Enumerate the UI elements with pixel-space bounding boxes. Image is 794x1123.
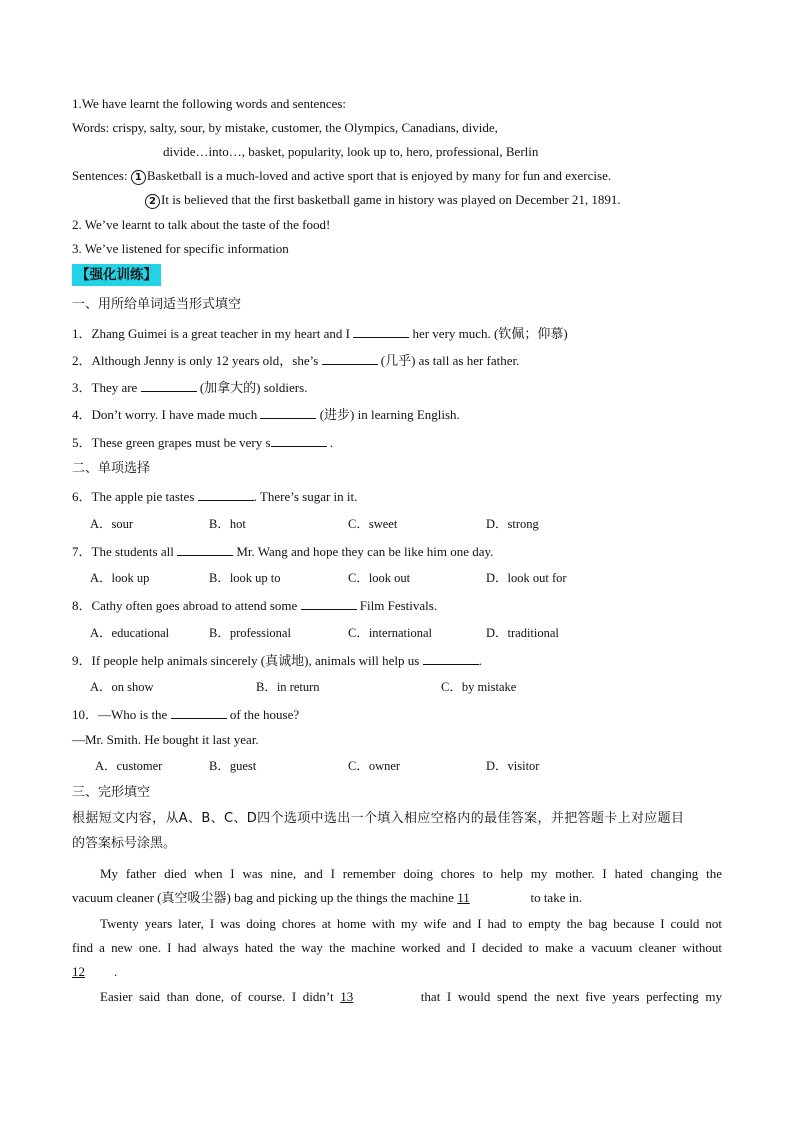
q7-option-b[interactable]: B．look up to: [209, 571, 281, 585]
q7-blank[interactable]: [177, 543, 233, 556]
q1-text-end: her very much. (钦佩；仰慕): [409, 326, 568, 341]
q2-text: 2．Although Jenny is only 12 years old，she’s: [72, 353, 322, 368]
words-line-1: [72, 120, 498, 136]
p1-text: vacuum cleaner (真空吸尘器) bag and picking up the things the machine: [72, 890, 458, 905]
question-1: [72, 325, 568, 342]
question-9: [72, 652, 482, 669]
summary-line-2: 2. We’ve learnt to talk about the taste of the food!: [72, 217, 331, 232]
circled-number-1: 1: [131, 170, 146, 185]
sentence-line-1: [72, 168, 611, 185]
question-10: [72, 706, 299, 723]
q3-blank[interactable]: [141, 379, 197, 392]
sentences-label: Sentences:: [72, 168, 131, 183]
question-6: [72, 488, 357, 505]
q6-option-d[interactable]: D．strong: [486, 517, 539, 531]
q6-text: 6．The apple pie tastes: [72, 489, 198, 504]
passage-paragraph-1-line-2: [72, 886, 722, 910]
q4-blank[interactable]: [260, 406, 316, 419]
question-7: [72, 543, 493, 560]
q8-option-b[interactable]: B．professional: [209, 626, 291, 640]
q10-option-b[interactable]: B．guest: [209, 759, 257, 773]
q9-text-end: .: [478, 653, 482, 668]
section3-title: 三、完形填空: [72, 785, 151, 800]
blank-13[interactable]: 13: [340, 989, 354, 1004]
summary-line-1: 1.We have learnt the following words and sentences:: [72, 96, 347, 111]
q1-blank[interactable]: [353, 325, 409, 338]
question-8: [72, 597, 437, 614]
q10-blank[interactable]: [171, 706, 227, 719]
section2-title: 二、单项选择: [72, 461, 151, 476]
passage-paragraph-2-line-2: find a new one. I had always hated the way the machine worked and I decided to make a vacuum cleaner without: [72, 940, 722, 955]
q5-blank[interactable]: [271, 434, 327, 447]
q9-blank[interactable]: [423, 652, 479, 665]
question-3: [72, 379, 307, 396]
sentence-2: It is believed that the first basketball game in history was played on December 21, 1891.: [161, 192, 621, 207]
q7-option-d[interactable]: D．look out for: [486, 571, 567, 585]
q6-option-a[interactable]: A．sour: [90, 517, 134, 531]
q10-text: 10．—Who is the: [72, 707, 171, 722]
q9-option-a[interactable]: A．on show: [90, 680, 154, 694]
q2-text-end: (几乎) as tall as her father.: [377, 353, 520, 368]
q3-text-end: (加拿大的) soldiers.: [196, 380, 308, 395]
blank-12[interactable]: 12: [72, 964, 85, 979]
q8-option-c[interactable]: C．international: [348, 626, 433, 640]
question-5: [72, 434, 333, 451]
words-line-2: divide…into…, basket, popularity, look up to, hero, professional, Berlin: [163, 144, 539, 159]
q1-text: 1．Zhang Guimei is a great teacher in my heart and I: [72, 326, 354, 341]
p2-text-end: .: [114, 964, 118, 979]
q9-option-b[interactable]: B．in return: [256, 680, 320, 694]
passage-paragraph-2-line-3: [72, 960, 722, 984]
passage-paragraph-2-line-1: Twenty years later, I was doing chores at home with my wife and I had to empty the bag because I could not: [100, 916, 722, 931]
blank-11[interactable]: 11: [457, 890, 470, 905]
words-label: Words:: [72, 120, 113, 135]
q6-option-c[interactable]: C．sweet: [348, 517, 398, 531]
q4-text: 4．Don’t worry. I have made much: [72, 407, 261, 422]
q6-text-end: . There’s sugar in it.: [253, 489, 358, 504]
question-2: [72, 352, 519, 369]
q8-option-d[interactable]: D．traditional: [486, 626, 559, 640]
q9-text: 9．If people help animals sincerely (真诚地), animals will help us: [72, 653, 423, 668]
q5-text: 5．These green grapes must be very s: [72, 435, 271, 450]
q10-option-d[interactable]: D．visitor: [486, 759, 540, 773]
words-list-1: crispy, salty, sour, by mistake, customer, the Olympics, Canadians, divide,: [112, 120, 498, 135]
q3-text: 3．They are: [72, 380, 141, 395]
q7-option-c[interactable]: C．look out: [348, 571, 411, 585]
passage-paragraph-3-line-1: [72, 985, 722, 1009]
q6-option-b[interactable]: B．hot: [209, 517, 246, 531]
sentence-line-2: [145, 192, 621, 209]
question-4: [72, 406, 460, 423]
q7-text: 7．The students all: [72, 544, 178, 559]
q10-option-c[interactable]: C．owner: [348, 759, 401, 773]
sentence-1: Basketball is a much-loved and active sport that is enjoyed by many for fun and exercise.: [146, 168, 612, 183]
section-tag: 【强化训练】: [72, 264, 161, 286]
q10-option-a[interactable]: A．customer: [95, 759, 163, 773]
q9-option-c[interactable]: C．by mistake: [441, 680, 517, 694]
q8-text: 8．Cathy often goes abroad to attend some: [72, 598, 301, 613]
section1-title: 一、用所给单词适当形式填空: [72, 297, 242, 312]
summary-line-3: 3. We’ve listened for specific information: [72, 241, 289, 256]
q7-text-end: Mr. Wang and hope they can be like him one day.: [233, 544, 494, 559]
q8-text-end: Film Festivals.: [356, 598, 438, 613]
p1-text-end: to take in.: [527, 890, 583, 905]
circled-number-2: 2: [145, 194, 160, 209]
p3-text-end: that I would spend the next five years perfecting my: [414, 989, 722, 1004]
passage-paragraph-1-line-1: My father died when I was nine, and I remember doing chores to help my mother. I hated changing the: [100, 866, 722, 881]
q6-blank[interactable]: [198, 488, 254, 501]
p3-text: Easier said than done, of course. I didn’t: [100, 989, 341, 1004]
section3-instruction-2: 的答案标号涂黑。: [72, 836, 177, 851]
section3-instruction-1: 根据短文内容，从A、B、C、D四个选项中选出一个填入相应空格内的最佳答案，并把答题卡上对应题目: [72, 811, 685, 826]
q2-blank[interactable]: [322, 352, 378, 365]
q5-text-end: .: [326, 435, 334, 450]
q4-text-end: (进步) in learning English.: [316, 407, 460, 422]
q8-blank[interactable]: [301, 597, 357, 610]
q10-answer-line: —Mr. Smith. He bought it last year.: [72, 732, 259, 747]
q7-option-a[interactable]: A．look up: [90, 571, 150, 585]
q10-text-end: of the house?: [226, 707, 300, 722]
q8-option-a[interactable]: A．educational: [90, 626, 170, 640]
